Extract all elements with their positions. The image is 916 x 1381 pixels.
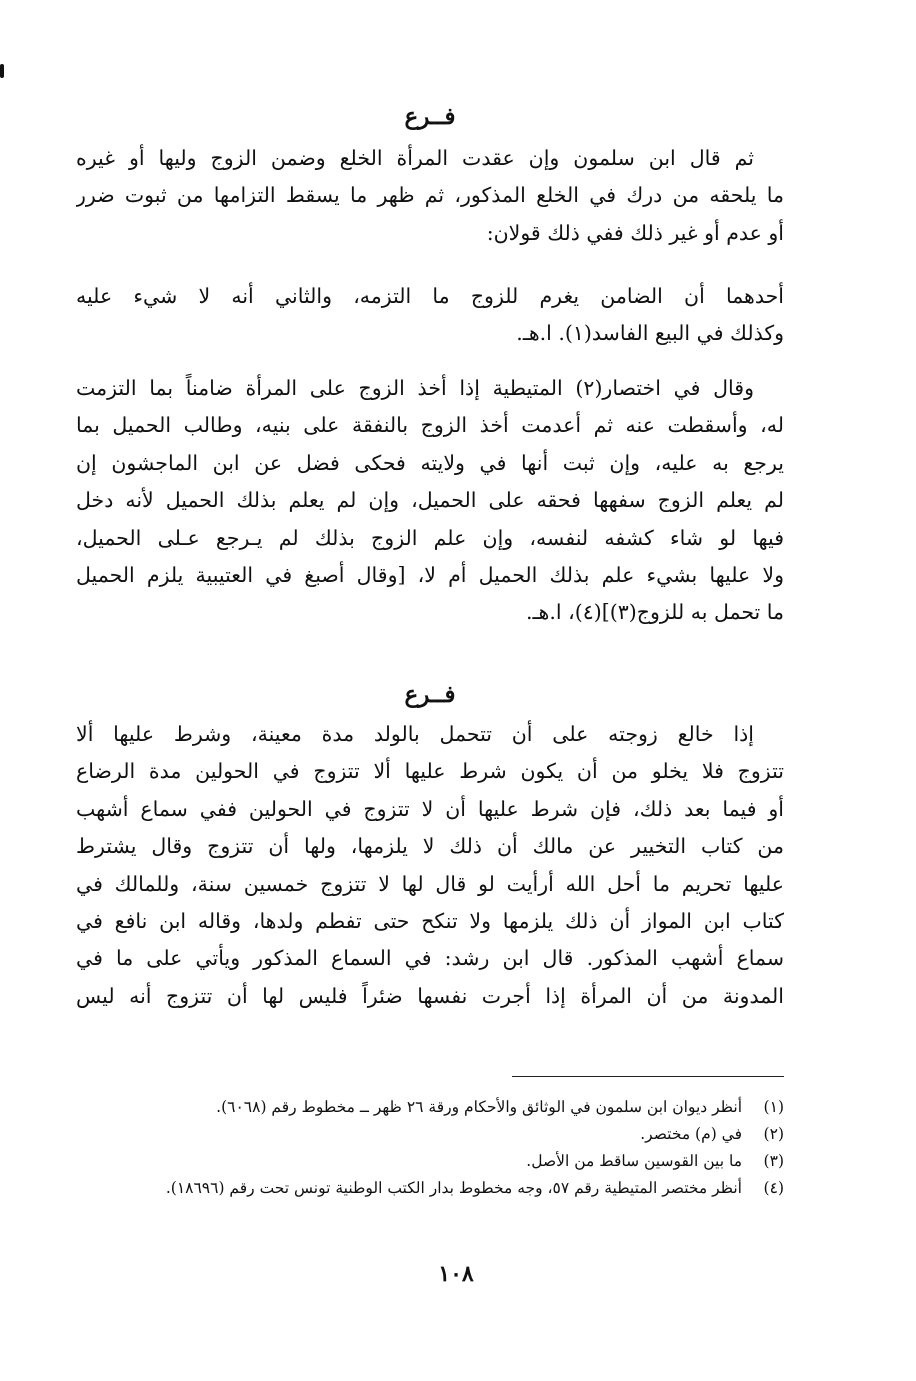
footnote-text: ما بين القوسين ساقط من الأصل.: [526, 1152, 742, 1170]
text-line: ولا عليها بشيء علم بذلك الحميل أم لا، [وقال أصبغ في العتيبية يلزم الحميل: [76, 563, 784, 588]
text-line: عليها تحريم ما أحل الله أرأيت لو قال لها لا تتزوج خمسين سنة، وللمالك في: [76, 871, 784, 896]
text-line: لم يعلم الزوج سفهها فحقه على الحميل، وإن لم يعلم بذلك الحميل لأنه دخل: [76, 488, 784, 513]
footnote-text: في (م) مختصر.: [640, 1125, 742, 1143]
text-line: أو عدم أو غير ذلك ففي ذلك قولان:: [486, 220, 784, 245]
text-line: فيها لو شاء كشفه لنفسه، وإن علم الزوج بذلك لم يـرجع عـلى الحميل،: [76, 525, 784, 550]
section-heading-1: فــرع: [404, 103, 456, 130]
paragraph-2: [76, 278, 784, 353]
page-number: ١٠٨: [438, 1261, 474, 1287]
text-line: وقال في اختصار(٢) المتيطية إذا أخذ الزوج على المرأة ضامناً بما التزمت: [76, 376, 755, 400]
footnote-number: (٤): [763, 1179, 784, 1197]
footnote-1: [76, 1094, 784, 1121]
text-line: إذا خالع زوجته على أن تتحمل بالولد مدة معينة، وشرط عليها ألا: [76, 722, 754, 746]
text-line: وكذلك في البيع الفاسد(١). ا.هـ.: [516, 321, 784, 346]
scan-edge-mark: [0, 64, 4, 78]
footnote-4: [76, 1175, 784, 1202]
paragraph-1: [76, 140, 784, 252]
text-line: المدونة من أن المرأة إذا أجرت نفسها ضئراً فليس لها أن تتزوج أنه ليس: [76, 983, 784, 1008]
text-line: يرجع به عليه، وإن ثبت أنها في ولايته فحكى فضل عن ابن الماجشون إن: [76, 450, 784, 475]
footnote-number: (١): [763, 1098, 784, 1116]
footnote-number: (٢): [763, 1125, 784, 1143]
footnote-number: (٣): [763, 1152, 784, 1170]
text-line: ما تحمل به للزوج(٣)](٤)، ا.هـ.: [526, 600, 784, 625]
text-line: كتاب ابن المواز أن ذلك يلزمها ولا تنكح حتى تفطم ولدها، وقاله ابن نافع في: [76, 909, 784, 934]
section-heading-2: فــرع: [404, 681, 456, 708]
footnotes: [76, 1094, 784, 1202]
text-line: له، وأسقطت عنه ثم أعدمت أخذ الزوج بالنفقة على بنيه، وطالب الحميل بما: [76, 413, 784, 438]
text-line: سماع أشهب المذكور. قال ابن رشد: في السماع المذكور ويأتي على ما في: [76, 946, 784, 971]
footnote-3: [76, 1148, 784, 1175]
paragraph-3: [76, 370, 784, 632]
paragraph-4: [76, 716, 784, 1015]
footnote-text: أنظر مختصر المتيطية رقم ٥٧، وجه مخطوط بدار الكتب الوطنية تونس تحت رقم (١٨٦٩٦).: [165, 1179, 742, 1197]
footnote-separator: [512, 1076, 784, 1077]
text-line: أو فيما بعد ذلك، فإن شرط عليها أن لا تتزوج في الحولين ففي سماع أشهب: [76, 796, 784, 821]
footnote-2: [76, 1121, 784, 1148]
text-line: أحدهما أن الضامن يغرم للزوج ما التزمه، والثاني أنه لا شيء عليه: [76, 284, 784, 308]
text-line: ما يلحقه من درك في الخلع المذكور، ثم ظهر ما يسقط التزامها من ثبوت ضرر: [76, 183, 784, 208]
footnote-text: أنظر ديوان ابن سلمون في الوثائق والأحكام ورقة ٢٦ ظهر ــ مخطوط رقم (٦٠٦٨).: [216, 1098, 742, 1116]
text-line: من كتاب التخيير عن مالك أن ذلك لا يلزمها، ولها أن تتزوج وقال يشترط: [76, 834, 784, 859]
text-line: ثم قال ابن سلمون وإن عقدت المرأة الخلع وضمن الزوج وليها أو غيره: [76, 146, 754, 170]
text-line: تتزوج فلا يخلو من أن يكون شرط عليها ألا تتزوج في الحولين مدة الرضاع: [76, 759, 784, 784]
